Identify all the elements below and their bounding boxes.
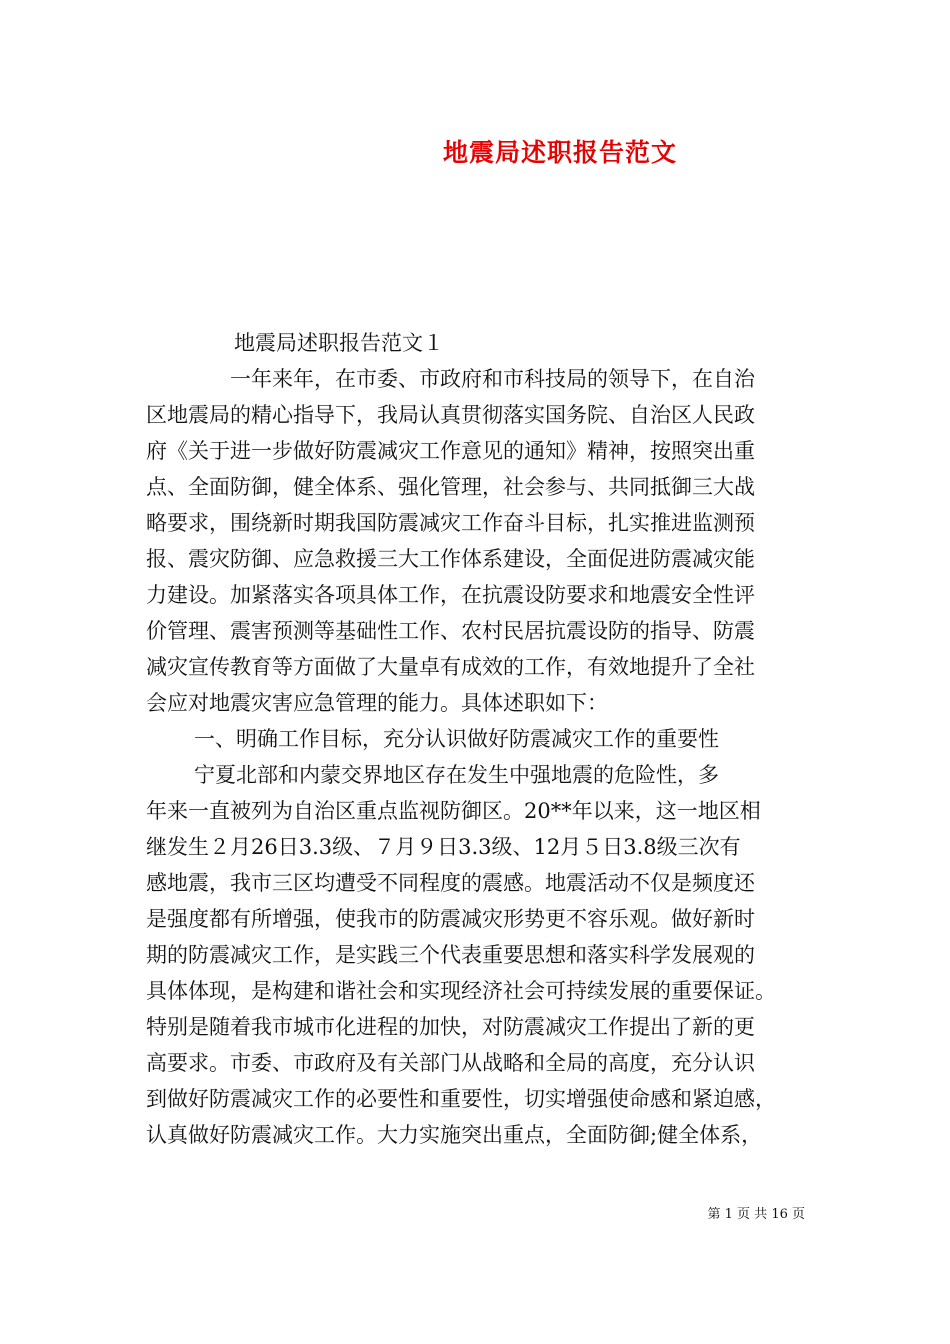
body-line: 区地震局的精心指导下，我局认真贯彻落实国务院、自治区人民政 — [146, 403, 755, 427]
body-line: 特别是随着我市城市化进程的加快，对防震减灾工作提出了新的更 — [146, 1015, 755, 1039]
body-line: 一年来年，在市委、市政府和市科技局的领导下，在自治 — [146, 367, 755, 391]
body-line: 宁夏北部和内蒙交界地区存在发生中强地震的危险性，多 — [194, 763, 719, 787]
body-line: 感地震，我市三区均遭受不同程度的震感。地震活动不仅是频度还 — [146, 871, 755, 895]
body-line: 会应对地震灾害应急管理的能力。具体述职如下： — [146, 691, 608, 715]
body-line: 报、震灾防御、应急救援三大工作体系建设，全面促进防震减灾能 — [146, 547, 755, 571]
document-title: 地震局述职报告范文 — [442, 138, 677, 167]
body-line: 力建设。加紧落实各项具体工作，在抗震设防要求和地震安全性评 — [146, 583, 755, 607]
body-line: 点、全面防御，健全体系、强化管理，社会参与、共同抵御三大战 — [146, 475, 755, 499]
page-number-footer: 第 1 页 共 16 页 — [707, 1207, 805, 1222]
body-line: 略要求，围绕新时期我国防震减灾工作奋斗目标，扎实推进监测预 — [146, 511, 755, 535]
body-line: 减灾宣传教育等方面做了大量卓有成效的工作，有效地提升了全社 — [146, 655, 755, 679]
body-line: 到做好防震减灾工作的必要性和重要性，切实增强使命感和紧迫感， — [146, 1087, 776, 1111]
body-line: 年来一直被列为自治区重点监视防御区。20**年以来，这一地区相 — [146, 799, 761, 823]
section-subheading: 地震局述职报告范文１ — [234, 331, 444, 355]
body-line: 期的防震减灾工作，是实践三个代表重要思想和落实科学发展观的 — [146, 943, 755, 967]
body-line: 认真做好防震减灾工作。大力实施突出重点，全面防御;健全体系， — [146, 1123, 763, 1147]
document-body — [146, 361, 814, 1153]
body-line: 高要求。市委、市政府及有关部门从战略和全局的高度，充分认识 — [146, 1051, 755, 1075]
section-heading: 一、明确工作目标，充分认识做好防震减灾工作的重要性 — [194, 727, 719, 751]
body-line: 具体体现，是构建和谐社会和实现经济社会可持续发展的重要保证。 — [146, 979, 776, 1003]
body-line: 继发生２月26日3.3级、７月９日3.3级、12月５日3.8级三次有 — [146, 835, 741, 859]
body-line: 价管理、震害预测等基础性工作、农村民居抗震设防的指导、防震 — [146, 619, 755, 643]
body-line: 是强度都有所增强，使我市的防震减灾形势更不容乐观。做好新时 — [146, 907, 755, 931]
body-line: 府《关于进一步做好防震减灾工作意见的通知》精神，按照突出重 — [146, 439, 755, 463]
